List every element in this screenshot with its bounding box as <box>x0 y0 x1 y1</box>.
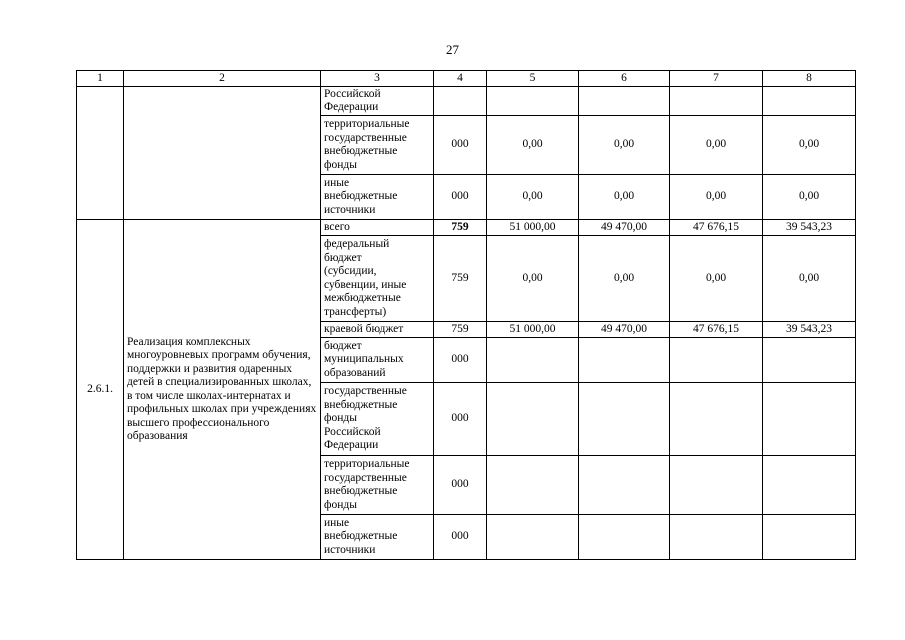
code-cell: 000 <box>434 175 487 220</box>
value-cell: 0,00 <box>670 116 763 175</box>
source-cell: краевой бюджет <box>321 322 434 338</box>
code-cell: 000 <box>434 515 487 560</box>
code-cell: 759 <box>434 220 487 236</box>
section-index: 2.6.1. <box>77 220 124 560</box>
value-cell: 47 676,15 <box>670 322 763 338</box>
value-cell: 49 470,00 <box>579 220 670 236</box>
source-cell: Российской Федерации <box>321 87 434 116</box>
code-cell <box>434 87 487 116</box>
value-cell <box>487 515 579 560</box>
header-row <box>77 71 856 87</box>
code-cell: 000 <box>434 383 487 456</box>
source-cell: федеральный бюджет (субсидии, субвенции, иные межбюджетные трансферты) <box>321 236 434 322</box>
code-cell: 759 <box>434 236 487 322</box>
value-cell <box>763 515 856 560</box>
header-cell: 3 <box>321 71 434 87</box>
header-cell: 4 <box>434 71 487 87</box>
value-cell: 47 676,15 <box>670 220 763 236</box>
table-row <box>77 87 856 116</box>
value-cell <box>670 338 763 383</box>
source-cell: иные внебюджетные источники <box>321 515 434 560</box>
value-cell <box>579 87 670 116</box>
header-cell: 6 <box>579 71 670 87</box>
value-cell <box>670 383 763 456</box>
code-cell: 759 <box>434 322 487 338</box>
header-cell: 2 <box>124 71 321 87</box>
value-cell <box>763 456 856 515</box>
code-cell: 000 <box>434 338 487 383</box>
value-cell: 0,00 <box>763 236 856 322</box>
value-cell <box>670 87 763 116</box>
value-cell: 0,00 <box>763 116 856 175</box>
value-cell <box>487 456 579 515</box>
value-cell: 0,00 <box>763 175 856 220</box>
value-cell <box>579 338 670 383</box>
value-cell: 51 000,00 <box>487 322 579 338</box>
source-cell: бюджет муниципальных образований <box>321 338 434 383</box>
code-cell: 000 <box>434 116 487 175</box>
table-row <box>77 220 856 236</box>
source-cell: всего <box>321 220 434 236</box>
value-cell <box>579 383 670 456</box>
value-cell: 0,00 <box>670 175 763 220</box>
source-cell: территориальные государственные внебюджетные фонды <box>321 456 434 515</box>
value-cell <box>763 338 856 383</box>
budget-table <box>76 70 856 560</box>
value-cell: 39 543,23 <box>763 220 856 236</box>
index-cell-empty <box>77 87 124 220</box>
value-cell <box>763 87 856 116</box>
source-cell: территориальные государственные внебюджетные фонды <box>321 116 434 175</box>
value-cell <box>579 456 670 515</box>
value-cell <box>579 515 670 560</box>
value-cell <box>487 383 579 456</box>
header-cell: 1 <box>77 71 124 87</box>
description-cell-empty <box>124 87 321 220</box>
header-cell: 7 <box>670 71 763 87</box>
section-description: Реализация комплексных многоуровневых программ обучения, поддержки и развития одаренных детей в специализированных школах, в том числе школах-интернатах и профильных школах при учреждениях высшего профессионального образования <box>124 220 321 560</box>
value-cell: 51 000,00 <box>487 220 579 236</box>
value-cell <box>763 383 856 456</box>
source-cell: иные внебюджетные источники <box>321 175 434 220</box>
value-cell: 0,00 <box>487 236 579 322</box>
header-cell: 5 <box>487 71 579 87</box>
value-cell <box>487 87 579 116</box>
value-cell: 0,00 <box>579 116 670 175</box>
page-number: 27 <box>446 42 459 57</box>
code-cell: 000 <box>434 456 487 515</box>
value-cell: 49 470,00 <box>579 322 670 338</box>
value-cell <box>670 515 763 560</box>
value-cell: 0,00 <box>670 236 763 322</box>
value-cell <box>487 338 579 383</box>
value-cell: 0,00 <box>579 175 670 220</box>
value-cell <box>670 456 763 515</box>
header-cell: 8 <box>763 71 856 87</box>
value-cell: 0,00 <box>487 116 579 175</box>
source-cell: государственные внебюджетные фонды Российской Федерации <box>321 383 434 456</box>
value-cell: 39 543,23 <box>763 322 856 338</box>
value-cell: 0,00 <box>579 236 670 322</box>
value-cell: 0,00 <box>487 175 579 220</box>
